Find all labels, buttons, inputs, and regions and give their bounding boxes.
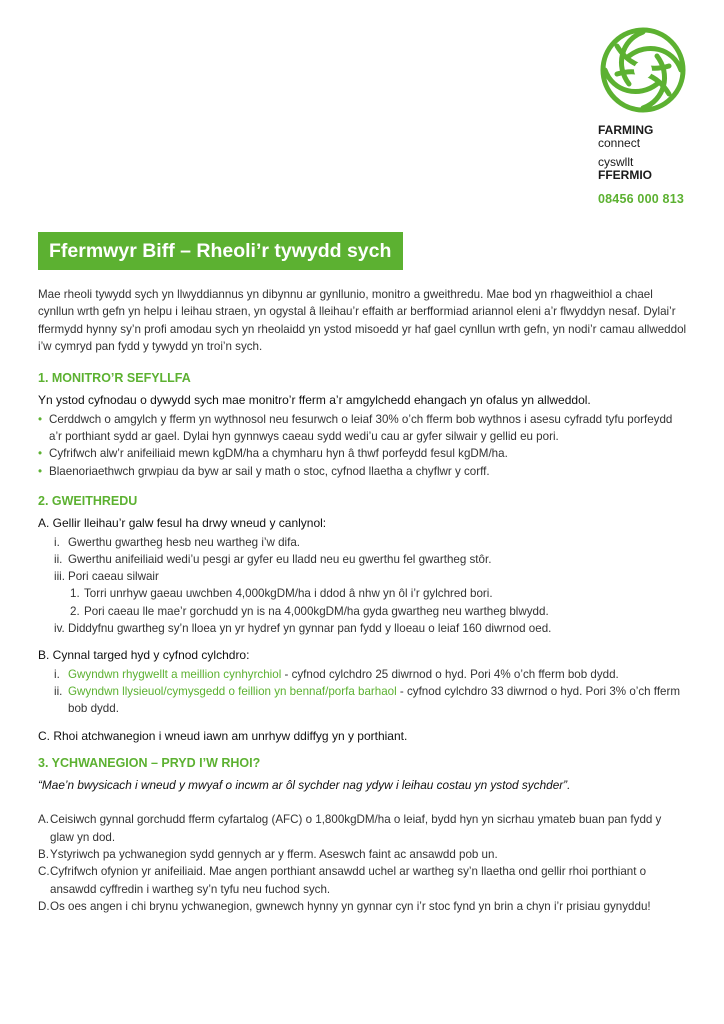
- list-item: [38, 585, 688, 602]
- list-text: Ystyriwch pa ychwanegion sydd gennych ar y fferm. Aseswch faint ac ansawdd pob un.: [50, 848, 498, 862]
- list-marker: iv.: [54, 622, 65, 636]
- list-item: [38, 863, 688, 898]
- list-marker: A.: [38, 813, 49, 827]
- list-item: • Cerddwch o amgylch y fferm yn wythnosol neu fesurwch o leiaf 30% o’ch fferm bob wythnos i asesu cyfradd tyfu porfeydd a’r porthiant sydd ar gael. Dylai hyn gynnwys caeau sydd wedi’u cau ar gyfer silwair y gellid eu pori.: [38, 411, 688, 446]
- list-text: Pori caeau silwair: [68, 570, 159, 584]
- list-item: [38, 620, 688, 637]
- list-item: • Blaenoriaethwch grwpiau da byw ar sail y math o stoc, cyfnod llaetha a chyflwr y corff.: [38, 463, 688, 480]
- section-1-lead: Yn ystod cyfnodau o dywydd sych mae monitro’r fferm a’r amgylchedd ehangach yn ofalus yn allweddol.: [38, 393, 591, 408]
- phone-number: 08456 000 813: [598, 192, 685, 206]
- list-text: Gwerthu gwartheg hesb neu wartheg i’w difa.: [68, 535, 301, 549]
- list-item: [38, 603, 688, 620]
- list-item: [38, 534, 688, 551]
- list-text: Os oes angen i chi brynu ychwanegion, gwnewch hynny yn gynnar cyn i’r stoc fynd yn brin a chyn i’r prisiau gynyddu!: [50, 899, 651, 913]
- quote: “Mae’n bwysicach i wneud y mwyaf o incwm ar ôl sychder nag ydyw i leihau costau yn ystod sychder”.: [38, 778, 571, 793]
- list-item: [38, 846, 688, 863]
- list-text: Diddyfnu gwartheg sy’n lloea yn yr hydref yn gynnar pan fydd y lloeau o leiaf 160 diwrnod oed.: [68, 622, 552, 636]
- list-marker: ii.: [54, 552, 63, 566]
- section-1-heading: 1. MONITRO’R SEFYLLFA: [38, 371, 191, 386]
- list-marker: i.: [54, 667, 60, 681]
- list-item: • Cyfrifwch alw’r anifeiliaid mewn kgDM/ha a chymharu hyn â thwf porfeydd fesul kgDM/ha.: [38, 445, 688, 462]
- section-3-heading: 3. YCHWANEGION – PRYD I’W RHOI?: [38, 755, 261, 770]
- list-marker: B.: [38, 848, 49, 862]
- section-2-heading: 2. GWEITHREDU: [38, 493, 138, 508]
- farming-connect-logo: [598, 26, 688, 182]
- list-marker: C.: [38, 865, 50, 879]
- section-1-list: [38, 411, 688, 480]
- list-marker: 1.: [70, 587, 80, 601]
- list-item: [38, 568, 688, 585]
- section-2c-lead: C. Rhoi atchwanegion i wneud iawn am unrhyw ddiffyg yn y porthiant.: [38, 728, 408, 743]
- brand-line-cyswllt: cyswllt: [598, 155, 634, 169]
- list-text: Pori caeau lle mae’r gorchudd yn is na 4,000kgDM/ha gyda gwartheg neu wartheg blwydd.: [84, 604, 549, 618]
- brand-text: [598, 124, 688, 182]
- list-marker: i.: [54, 535, 60, 549]
- list-marker: ii.: [54, 684, 63, 698]
- intro-paragraph: Mae rheoli tywydd sych yn llwyddiannus yn dibynnu ar gynllunio, monitro a gweithredu. Mae bod yn rhagweithiol a chael cynllun wrth gefn yn helpu i leihau straen, yn ogystal â lleihau’r effaith ar berfformiad ariannol eleni a’r flwyddyn nesaf. Dylai’r ffermydd hynny sy’n profi amodau sych yn rheolaidd yn ystod misoedd yr haf gael cynllun wrth gefn, yn nodi’r camau allweddol i’w cymryd pan fydd y tywydd yn troi’n sych.: [38, 288, 687, 353]
- list-marker: iii.: [54, 570, 65, 584]
- section-2a-lead: A. Gellir lleihau’r galw fesul ha drwy wneud y canlynol:: [38, 516, 327, 531]
- green-term: Gwyndwn rhygwellt a meillion cynhyrchiol: [68, 667, 282, 681]
- list-item: [38, 898, 688, 915]
- term-detail: - cyfnod cylchdro 25 diwrnod o hyd. Pori 4% o’ch fferm bob dydd.: [281, 667, 619, 681]
- list-item: [38, 551, 688, 568]
- list-item: [38, 683, 688, 718]
- list-text: Cyfrifwch ofynion yr anifeiliaid. Mae angen porthiant ansawdd uchel ar wartheg sy’n llaetha ond gellir rhoi porthiant o ansawdd cyffredin i wartheg sy’n tyfu neu fuchod sych.: [50, 865, 647, 896]
- page-title: Ffermwyr Biff – Rheoli’r tywydd sych: [38, 232, 403, 270]
- list-text: Ceisiwch gynnal gorchudd fferm cyfartalog (AFC) o 1,800kgDM/ha o leiaf, bydd hyn yn sicrhau ymateb buan pan fydd y glaw yn dod.: [50, 813, 662, 844]
- list-item: [38, 811, 688, 846]
- list-text: Gwerthu anifeiliaid wedi’u pesgi ar gyfer eu lladd neu eu gwerthu fel gwartheg stôr.: [68, 552, 492, 566]
- document-body: [38, 286, 688, 915]
- term-detail: - cyfnod cylchdro 33 diwrnod o hyd. Pori 3% o’ch fferm bob dydd.: [68, 684, 681, 716]
- list-text: [68, 666, 688, 683]
- brand-line-ffermio: FFERMIO: [598, 168, 652, 182]
- swirl-logo-icon: [599, 26, 687, 114]
- brand-line-connect: connect: [598, 136, 641, 150]
- list-text: Torri unrhyw gaeau uwchben 4,000kgDM/ha i ddod â nhw yn ôl i’r gylchred bori.: [84, 587, 493, 601]
- brand-line-farming: FARMING: [598, 123, 654, 137]
- list-text: [68, 683, 688, 718]
- list-item: [38, 666, 688, 683]
- section-2b-lead: B. Cynnal targed hyd y cyfnod cylchdro:: [38, 648, 250, 663]
- green-term: Gwyndwn llysieuol/cymysgedd o feillion yn bennaf/porfa barhaol: [68, 684, 397, 698]
- list-marker: D.: [38, 899, 50, 913]
- list-marker: 2.: [70, 604, 80, 618]
